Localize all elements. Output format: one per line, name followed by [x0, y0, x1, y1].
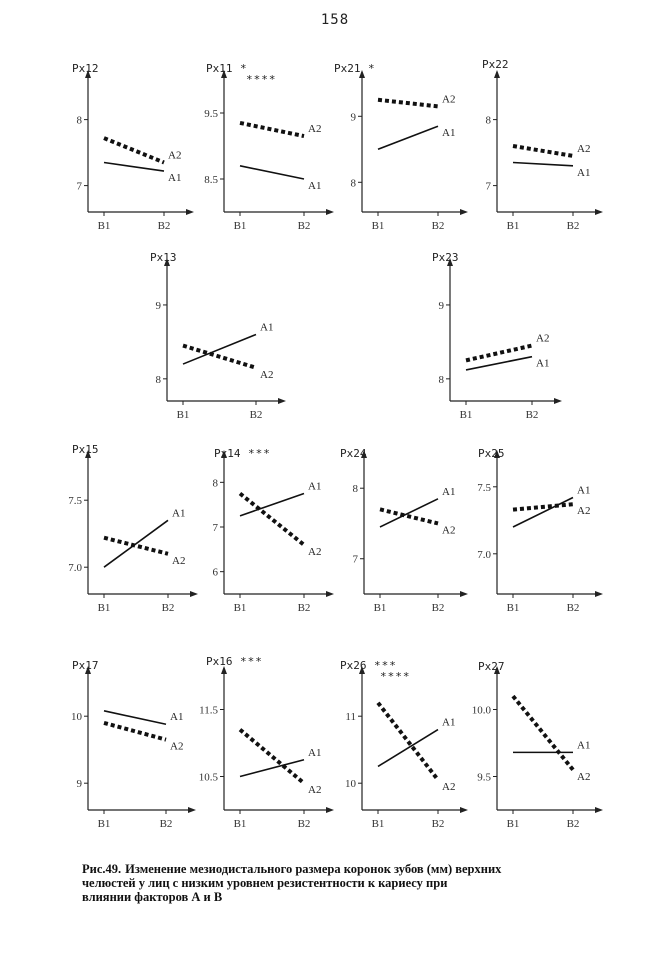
- x-axis-arrow: [460, 209, 468, 215]
- series-line-a1: [513, 163, 573, 166]
- x-tick-label: B1: [371, 220, 385, 232]
- y-tick-label: 10.0: [471, 704, 491, 717]
- x-tick-label: B1: [233, 818, 247, 830]
- series-label-a2: A2: [577, 142, 591, 155]
- series-line-a1: [240, 166, 304, 179]
- series-label-a1: A1: [577, 484, 591, 497]
- y-tick-label: 7.5: [68, 495, 82, 508]
- x-axis-arrow: [460, 807, 468, 813]
- caption-text: Изменение мезиодистального размера коронок зубов (мм) верхних челюстей у лиц с низким уровнем резистентности к кариесу при влиянии факторов А и В: [82, 862, 502, 904]
- chart-title: Px17: [72, 659, 99, 672]
- y-tick-label: 8: [76, 114, 82, 127]
- y-tick-label: 9: [438, 299, 444, 312]
- series-label-a1: A1: [172, 507, 186, 520]
- x-tick-label: B2: [249, 409, 263, 421]
- chart-panel-px14: [213, 447, 335, 614]
- series-label-a2: A2: [442, 524, 456, 537]
- figure-number: Рис.49.: [82, 862, 122, 876]
- x-tick-label: B1: [373, 602, 387, 614]
- series-label-a2: A2: [260, 368, 274, 381]
- y-tick-label: 10: [345, 778, 356, 791]
- y-tick-label: 9: [155, 299, 161, 312]
- x-axis-arrow: [595, 591, 603, 597]
- y-tick-label: 8: [350, 177, 356, 190]
- series-line-a2: [513, 504, 573, 509]
- y-tick-label: 10.5: [198, 771, 218, 784]
- x-axis-arrow: [190, 591, 198, 597]
- y-tick-label: 7.5: [477, 481, 491, 494]
- series-label-a1: A1: [577, 739, 591, 752]
- significance-mark: ***: [248, 447, 271, 460]
- series-line-a2: [513, 696, 573, 770]
- chart-panel-px11: [204, 62, 334, 232]
- chart-panel-px24: [340, 447, 468, 614]
- series-label-a1: A1: [260, 321, 274, 334]
- series-label-a1: A1: [536, 357, 550, 370]
- x-tick-label: B1: [506, 818, 520, 830]
- chart-panel-px27: [472, 660, 603, 830]
- series-line-a1: [183, 335, 256, 365]
- chart-title: Px11: [206, 62, 233, 75]
- significance-mark: *: [368, 62, 376, 75]
- y-tick-label: 7: [485, 180, 491, 193]
- series-label-a1: A1: [168, 172, 182, 185]
- x-tick-label: B1: [97, 602, 111, 614]
- series-label-a1: A1: [577, 166, 591, 179]
- series-label-a2: A2: [442, 93, 456, 106]
- significance-mark: ****: [246, 73, 277, 86]
- chart-title: Px13: [150, 251, 177, 264]
- chart-title: Px24: [340, 447, 367, 460]
- x-tick-label: B2: [431, 220, 445, 232]
- series-line-a1: [240, 494, 304, 516]
- series-label-a2: A2: [308, 784, 322, 797]
- x-tick-label: B1: [97, 818, 111, 830]
- chart-title: Px27: [478, 660, 505, 673]
- chart-panel-px16: [199, 655, 334, 830]
- y-tick-label: 11: [345, 711, 356, 724]
- x-axis-arrow: [326, 591, 334, 597]
- series-label-a2: A2: [577, 770, 591, 783]
- series-label-a2: A2: [308, 545, 322, 558]
- x-axis-arrow: [554, 398, 562, 404]
- chart-panel-px17: [71, 659, 196, 830]
- series-line-a1: [513, 498, 573, 527]
- series-line-a2: [513, 146, 573, 156]
- x-axis-arrow: [188, 807, 196, 813]
- significance-mark: ***: [240, 655, 263, 668]
- series-line-a2: [240, 730, 304, 784]
- series-line-a1: [378, 730, 438, 767]
- x-axis-arrow: [595, 209, 603, 215]
- chart-title: Px14: [214, 447, 241, 460]
- x-tick-label: B1: [506, 220, 520, 232]
- series-label-a1: A1: [308, 746, 322, 759]
- series-line-a1: [104, 711, 166, 724]
- y-tick-label: 9.5: [204, 108, 218, 120]
- significance-mark: *: [240, 62, 248, 75]
- x-tick-label: B2: [159, 818, 173, 830]
- x-axis-arrow: [278, 398, 286, 404]
- x-tick-label: B2: [297, 818, 311, 830]
- x-axis-arrow: [595, 807, 603, 813]
- series-label-a2: A2: [170, 740, 184, 753]
- series-label-a2: A2: [577, 505, 591, 518]
- y-tick-label: 7: [76, 180, 82, 193]
- x-tick-label: B2: [525, 409, 539, 421]
- y-tick-label: 8: [485, 114, 491, 127]
- series-label-a1: A1: [308, 180, 322, 192]
- series-line-a2: [240, 123, 304, 136]
- x-axis-arrow: [186, 209, 194, 215]
- chart-panel-px13: [150, 251, 286, 421]
- chart-title: Px15: [72, 443, 99, 456]
- significance-mark: ****: [380, 670, 411, 683]
- chart-title: Px16: [206, 655, 233, 668]
- series-line-a1: [378, 126, 438, 149]
- x-tick-label: B2: [431, 818, 445, 830]
- series-label-a2: A2: [168, 149, 182, 162]
- x-tick-label: B2: [297, 220, 311, 232]
- series-line-a2: [380, 509, 438, 523]
- chart-title: Px25: [478, 447, 505, 460]
- y-tick-label: 7.0: [68, 562, 82, 575]
- chart-title: Px21: [334, 62, 361, 75]
- x-tick-label: B2: [297, 602, 311, 614]
- x-tick-label: B2: [157, 220, 171, 232]
- series-label-a1: A1: [442, 485, 456, 498]
- y-tick-label: 7.0: [477, 548, 491, 561]
- chart-panel-px23: [432, 251, 562, 421]
- x-axis-arrow: [460, 591, 468, 597]
- series-label-a1: A1: [308, 480, 322, 493]
- series-line-a2: [104, 138, 164, 162]
- series-line-a2: [240, 494, 304, 545]
- y-tick-label: 9: [76, 778, 82, 791]
- x-tick-label: B1: [233, 602, 247, 614]
- chart-panel-px26: [340, 659, 468, 830]
- x-tick-label: B2: [161, 602, 175, 614]
- x-tick-label: B1: [459, 409, 473, 421]
- x-tick-label: B1: [371, 818, 385, 830]
- chart-title: Px12: [72, 62, 99, 75]
- y-tick-label: 6: [212, 566, 218, 579]
- series-label-a1: A1: [442, 716, 456, 729]
- y-tick-label: 7: [352, 553, 358, 566]
- series-label-a1: A1: [170, 711, 184, 724]
- y-tick-label: 8: [155, 373, 161, 386]
- y-tick-label: 11.5: [199, 704, 218, 717]
- x-tick-label: B1: [233, 220, 247, 232]
- y-tick-label: 10: [71, 711, 82, 724]
- chart-title: Px22: [482, 58, 509, 71]
- chart-panel-px21: [334, 62, 468, 232]
- series-line-a2: [378, 100, 438, 107]
- x-tick-label: B1: [97, 220, 111, 232]
- series-line-a1: [104, 163, 164, 172]
- chart-title: Px23: [432, 251, 459, 264]
- x-tick-label: B2: [566, 220, 580, 232]
- series-label-a1: A1: [442, 127, 456, 140]
- y-tick-label: 8: [438, 373, 444, 386]
- y-tick-label: 9: [350, 111, 356, 124]
- x-tick-label: B2: [566, 602, 580, 614]
- y-tick-label: 8.5: [204, 174, 218, 186]
- series-line-a2: [104, 538, 168, 554]
- series-line-a2: [378, 703, 438, 780]
- x-axis-arrow: [326, 209, 334, 215]
- x-tick-label: B1: [176, 409, 190, 421]
- y-tick-label: 9.5: [477, 771, 491, 784]
- x-tick-label: B2: [431, 602, 445, 614]
- x-tick-label: B2: [566, 818, 580, 830]
- x-tick-label: B1: [506, 602, 520, 614]
- page-number: 158: [320, 12, 350, 28]
- series-line-a1: [104, 520, 168, 567]
- y-tick-label: 8: [212, 477, 218, 490]
- chart-panel-px25: [477, 447, 603, 614]
- chart-title: Px26: [340, 659, 367, 672]
- series-label-a2: A2: [442, 780, 456, 793]
- figure-caption: [82, 862, 602, 904]
- chart-panel-px12: [72, 62, 194, 232]
- y-tick-label: 8: [352, 483, 358, 496]
- series-label-a2: A2: [308, 123, 322, 136]
- y-axis-arrow: [494, 70, 500, 78]
- series-label-a2: A2: [536, 332, 550, 345]
- y-tick-label: 7: [212, 522, 218, 534]
- series-label-a2: A2: [172, 554, 186, 567]
- series-line-a2: [104, 723, 166, 740]
- significance-mark: ***: [374, 659, 397, 672]
- chart-panel-px22: [482, 58, 603, 232]
- chart-panel-px15: [68, 443, 198, 614]
- x-axis-arrow: [326, 807, 334, 813]
